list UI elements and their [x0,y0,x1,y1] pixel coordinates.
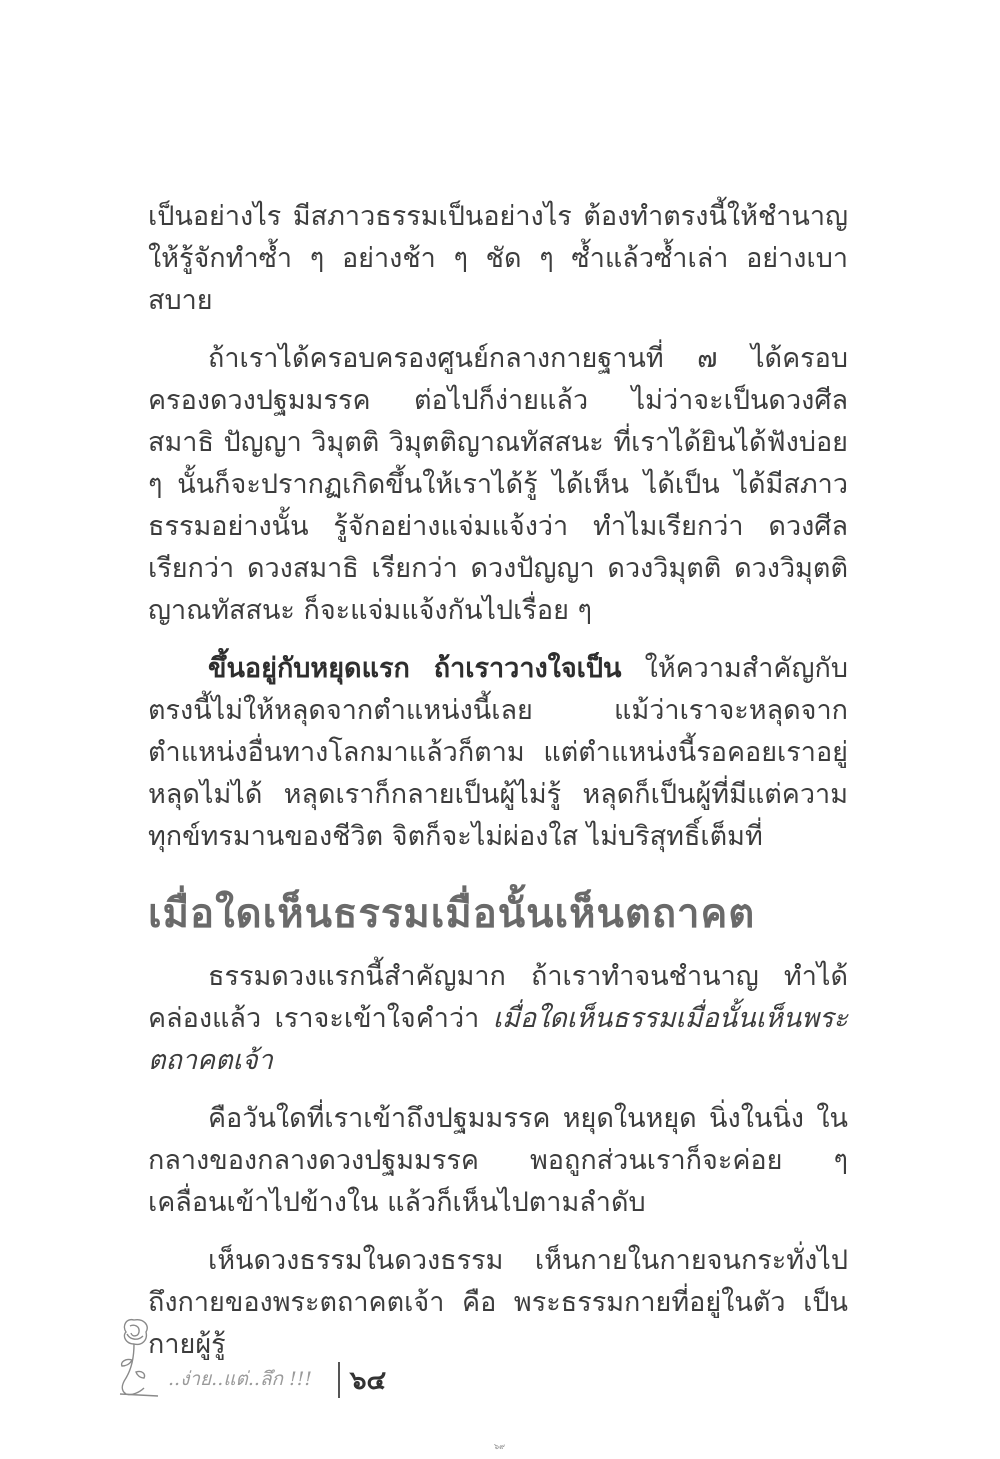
section-heading: เมื่อใดเห็นธรรมเมื่อนั้นเห็นตถาคต [148,891,756,937]
page-footer [112,1312,512,1402]
paragraph-3-rest: ให้ความสำคัญกับตรงนี้ไม่ให้หลุดจากตำแหน่งนี้เลย แม้ว่าเราจะหลุดจากตำแหน่งอื่นทางโลกมาแล้วก็ตาม แต่ตำแหน่งนี้รอคอยเราอยู่ หลุดไม่ได้ หลุดเราก็กลายเป็นผู้ไม่รู้ หลุดก็เป็นผู้ที่มีแต่ความทุกข์ทรมานของชีวิต จิตก็จะไม่ผ่องใส ไม่บริสุทธิ์เต็มที่ [148,653,848,852]
paragraph-5: คือวันใดที่เราเข้าถึงปฐมมรรค หยุดในหยุด นิ่งในนิ่ง ในกลางของกลางดวงปฐมมรรค พอถูกส่วนเราก็จะค่อย ๆ เคลื่อนเข้าไปข้างใน แล้วก็เห็นไปตามลำดับ [148,1103,848,1218]
bold-phrase: ขึ้นอยู่กับหยุดแรก ถ้าเราวางใจเป็น [208,653,622,684]
main-text [148,196,848,1366]
paragraph-4-start: ธรรมดวงแรกนี้สำคัญมาก ถ้าเราทำจนชำนาญ ทำได้คล่องแล้ว เราจะเข้าใจคำว่า [148,961,848,1034]
paragraph-2: ถ้าเราได้ครอบครองศูนย์กลางกายฐานที่ ๗ ได้ครอบครองดวงปฐมมรรค ต่อไปก็ง่ายแล้ว ไม่ว่าจะเป็นดวงศีล สมาธิ ปัญญา วิมุตติ วิมุตติญาณทัสสนะ ที่เราได้ยินได้ฟังบ่อย ๆ นั้นก็จะปรากฏเกิดขึ้นให้เราได้รู้ ได้เห็น ได้เป็น ได้มีสภาวธรรมอย่างนั้น รู้จักอย่างแจ่มแจ้งว่า ทำไมเรียกว่า ดวงศีล เรียกว่า ดวงสมาธิ เรียกว่า ดวงปัญญา ดวงวิมุตติ ดวงวิมุตติญาณทัสสนะ ก็จะแจ่มแจ้งกันไปเรื่อย ๆ [148,343,848,626]
footer-divider [338,1362,340,1398]
page-number: ๖๔ [350,1366,387,1396]
paragraph-1: เป็นอย่างไร มีสภาวธรรมเป็นอย่างไร ต้องทำตรงนี้ให้ชำนาญ ให้รู้จักทำซ้ำ ๆ อย่างช้า ๆ ชัด ๆ ซ้ำแล้วซ้ำเล่า อย่างเบาสบาย [148,201,848,316]
paragraph-6: เห็นดวงธรรมในดวงธรรม เห็นกายในกายจนกระทั่งไปถึงกายของพระตถาคตเจ้า คือ พระธรรมกายที่อยู่ในตัว เป็นกายผู้รู้ [148,1245,848,1360]
paragraph-4 [148,956,848,1082]
italic-phrase: เมื่อใดเห็นธรรมเมื่อนั้นเห็นพระตถาคตเจ้า [148,1003,848,1076]
paragraph-3 [148,648,848,858]
book-signature: ..ง่าย..แต่..ลึก !!! [168,1368,312,1390]
print-page-number: ๖๙ [494,1442,505,1451]
rose-icon [112,1312,172,1402]
